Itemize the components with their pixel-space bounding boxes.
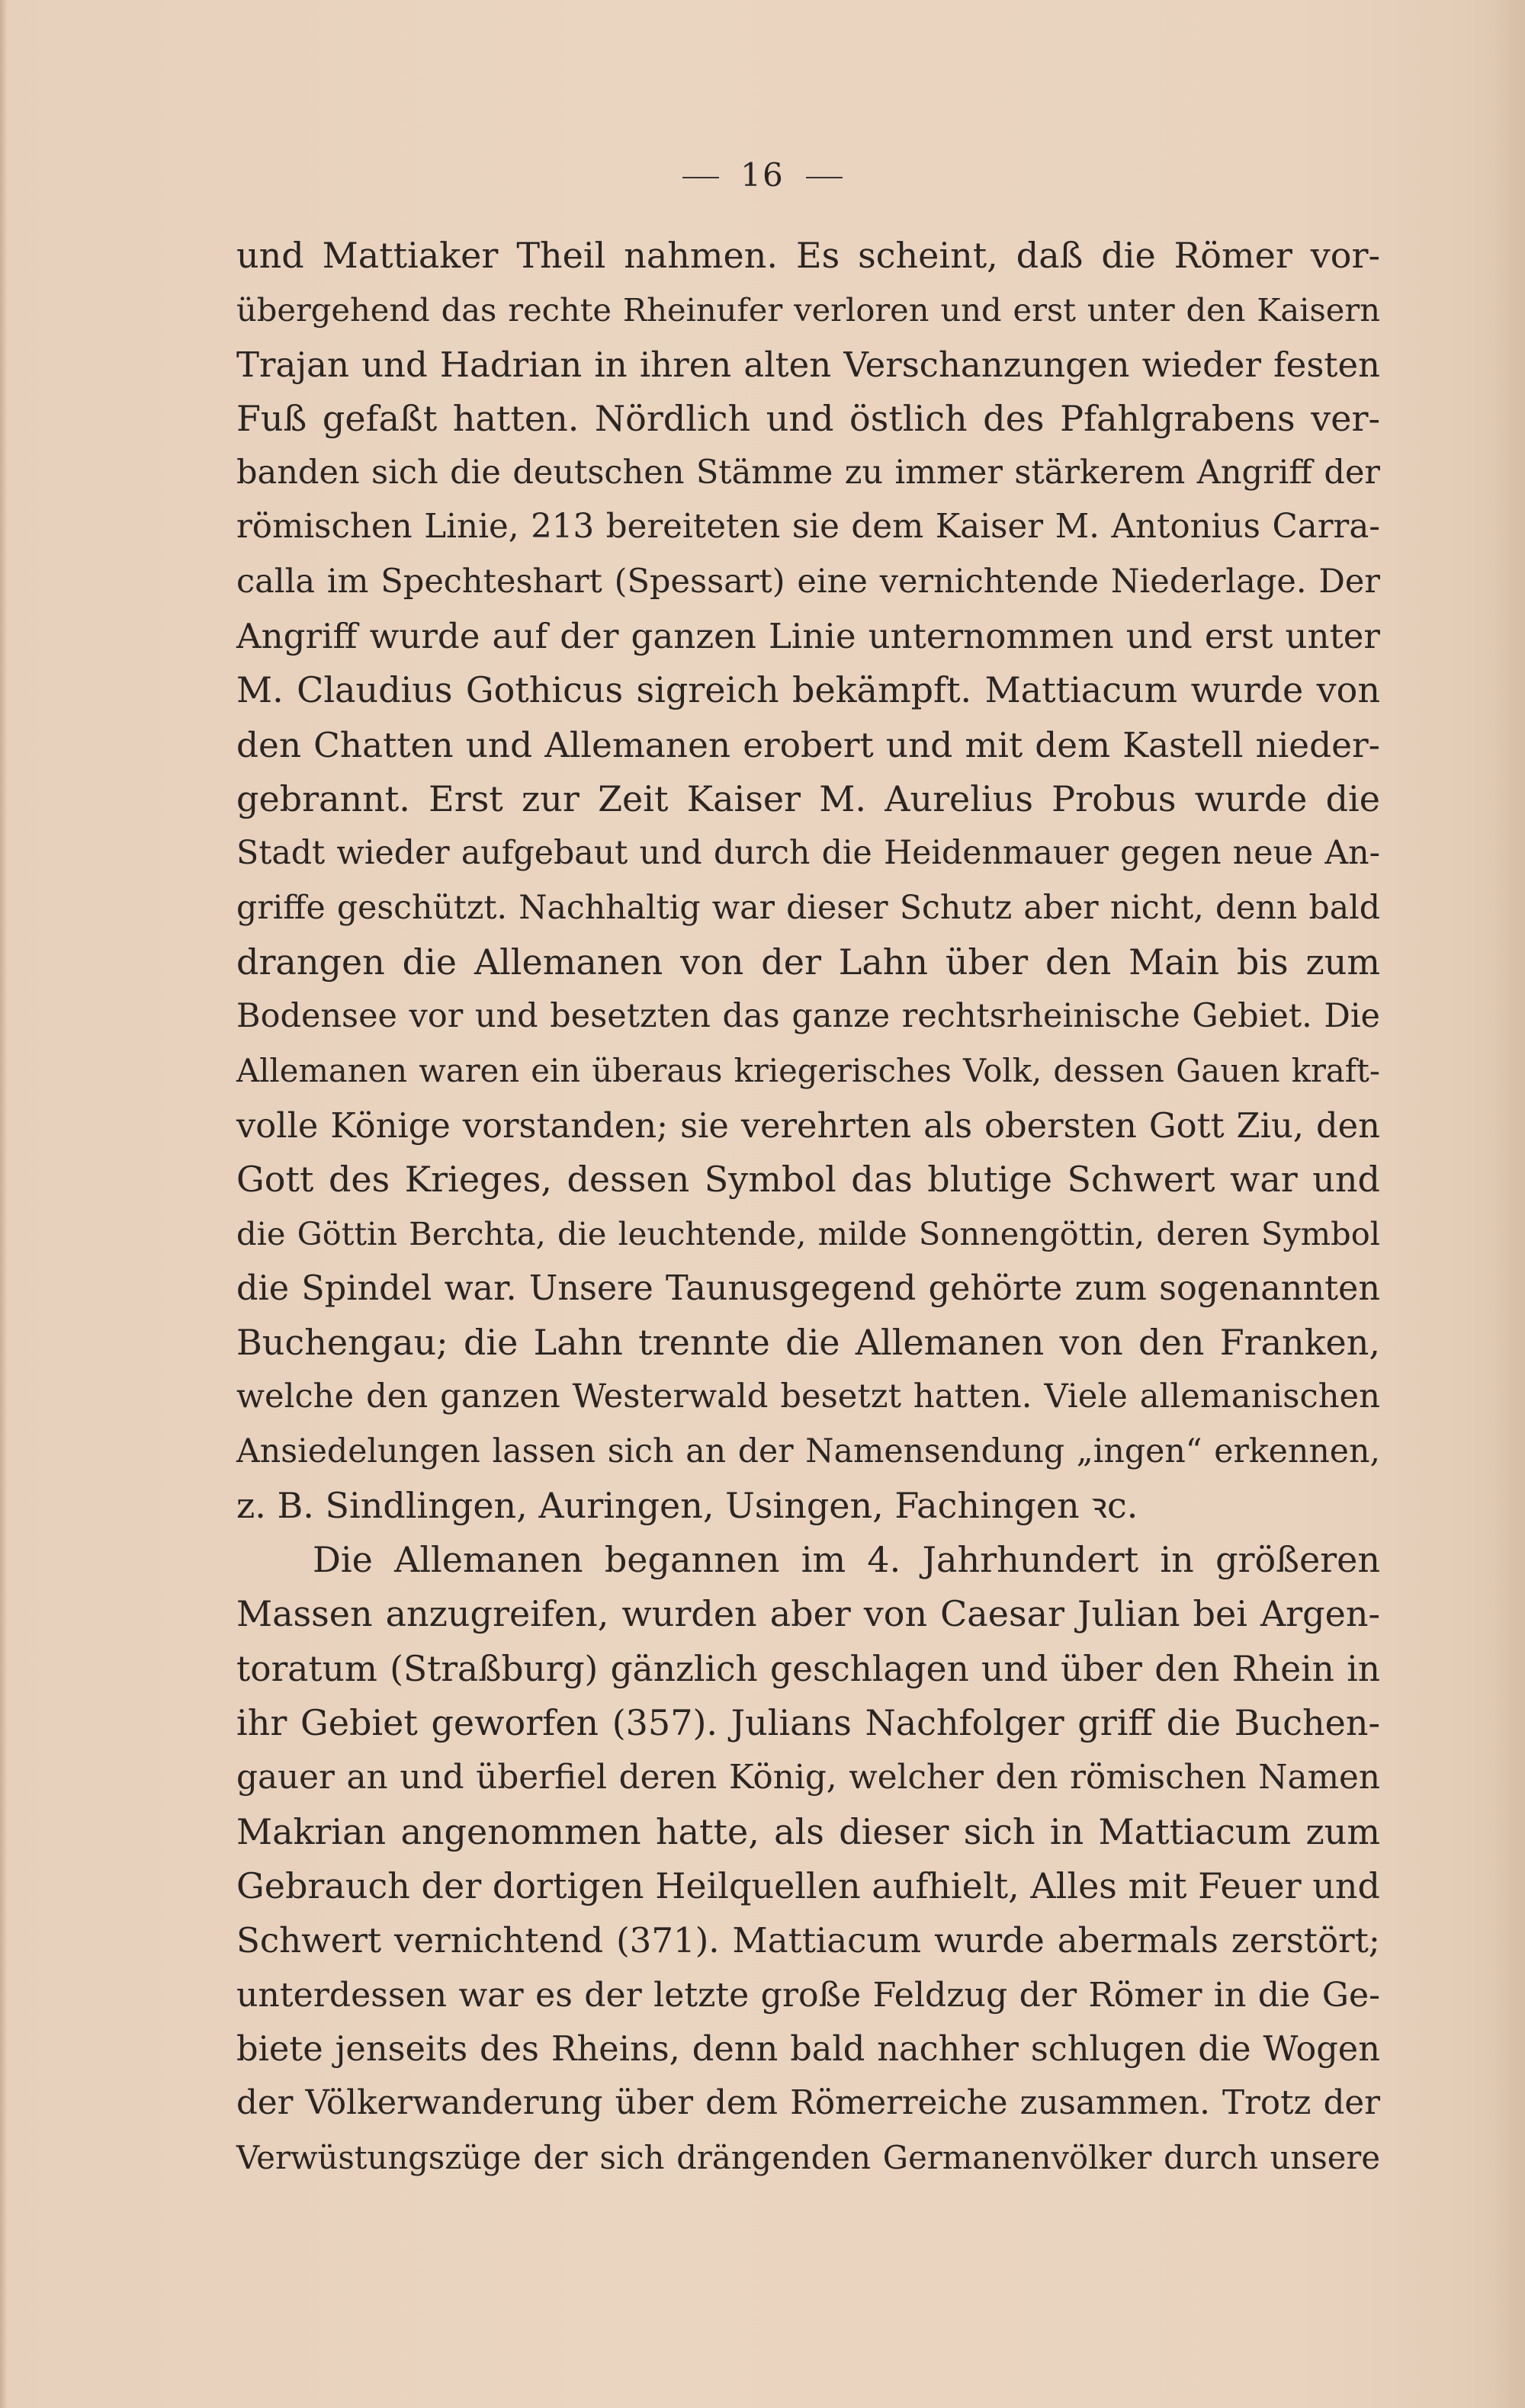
text-line: welche den ganzen Westerwald besetzt hatten. Viele allemanischen	[236, 1377, 1380, 1416]
text-line: drangen die Allemanen von der Lahn über den Main bis zum	[236, 941, 1380, 983]
text-line: calla im Spechteshart (Spessart) eine vernichtende Niederlage. Der	[236, 562, 1380, 601]
paragraph-end-line: z. B. Sindlingen, Auringen, Usingen, Fachingen ꝛc.	[236, 1484, 1138, 1526]
text-line: Gebrauch der dortigen Heilquellen aufhielt, Alles mit Feuer und	[236, 1865, 1380, 1906]
text-line: unterdessen war es der letzte große Feldzug der Römer in die Ge-	[236, 1975, 1380, 2015]
text-line: Massen anzugreifen, wurden aber von Caesar Julian bei Argen-	[236, 1593, 1380, 1635]
text-line: gauer an und überfiel deren König, welcher den römischen Namen	[236, 1758, 1380, 1797]
paragraph-start-line: Die Allemanen begannen im 4. Jahrhundert in größeren	[313, 1539, 1380, 1581]
text-line: Trajan und Hadrian in ihren alten Verschanzungen wieder festen	[236, 344, 1380, 385]
page-number: 16	[740, 156, 785, 194]
text-line: volle Könige vorstanden; sie verehrten als obersten Gott Ziu, den	[236, 1105, 1380, 1146]
text-line: gebrannt. Erst zur Zeit Kaiser M. Aurelius Probus wurde die	[236, 778, 1380, 819]
header-dash-left	[682, 177, 719, 178]
text-line: Bodensee vor und besetzten das ganze rechtsrheinische Gebiet. Die	[236, 997, 1380, 1036]
page-header	[0, 156, 1525, 194]
text-line: Stadt wieder aufgebaut und durch die Heidenmauer gegen neue An-	[236, 834, 1380, 873]
header-dash-right	[806, 177, 843, 178]
text-line: Angriff wurde auf der ganzen Linie unternommen und erst unter	[236, 616, 1380, 657]
text-line: M. Claudius Gothicus sigreich bekämpft. Mattiacum wurde von	[236, 669, 1380, 711]
text-line: und Mattiaker Theil nahmen. Es scheint, daß die Römer vor-	[236, 235, 1380, 276]
text-line: römischen Linie, 213 bereiteten sie dem Kaiser M. Antonius Carra-	[236, 508, 1380, 547]
text-line: Ansiedelungen lassen sich an der Namensendung „ingen“ erkennen,	[236, 1432, 1380, 1470]
text-line: Schwert vernichtend (371). Mattiacum wurde abermals zerstört;	[236, 1920, 1380, 1961]
text-line: Verwüstungszüge der sich drängenden Germanenvölker durch unsere	[236, 2139, 1380, 2177]
text-line: übergehend das rechte Rheinufer verloren und erst unter den Kaisern	[236, 291, 1380, 329]
text-line: griffe geschützt. Nachhaltig war dieser Schutz aber nicht, denn bald	[236, 888, 1380, 927]
text-line: biete jenseits des Rheins, denn bald nachher schlugen die Wogen	[236, 2028, 1380, 2069]
text-line: Makrian angenommen hatte, als dieser sich in Mattiacum zum	[236, 1810, 1380, 1852]
text-line: der Völkerwanderung über dem Römerreiche zusammen. Trotz der	[236, 2084, 1380, 2123]
body-text	[236, 229, 1380, 2185]
page-left-edge	[0, 0, 8, 2408]
text-line: die Göttin Berchta, die leuchtende, milde Sonnengöttin, deren Symbol	[236, 1215, 1380, 1253]
text-line: Allemanen waren ein überaus kriegerisches Volk, dessen Gauen kraft-	[236, 1052, 1380, 1090]
text-line: Gott des Krieges, dessen Symbol das blutige Schwert war und	[236, 1159, 1380, 1201]
text-line: ihr Gebiet geworfen (357). Julians Nachfolger griff die Buchen-	[236, 1702, 1380, 1744]
text-line: den Chatten und Allemanen erobert und mit dem Kastell nieder-	[236, 724, 1380, 765]
text-line: die Spindel war. Unsere Taunusgegend gehörte zum sogenannten	[236, 1268, 1380, 1308]
text-line: banden sich die deutschen Stämme zu immer stärkerem Angriff der	[236, 454, 1380, 492]
text-line: toratum (Straßburg) gänzlich geschlagen und über den Rhein in	[236, 1648, 1380, 1689]
page-right-edge	[1494, 0, 1525, 2408]
text-line: Fuß gefaßt hatten. Nördlich und östlich des Pfahlgrabens ver-	[236, 397, 1380, 439]
text-line: Buchengau; die Lahn trennte die Allemanen von den Franken,	[236, 1321, 1380, 1363]
